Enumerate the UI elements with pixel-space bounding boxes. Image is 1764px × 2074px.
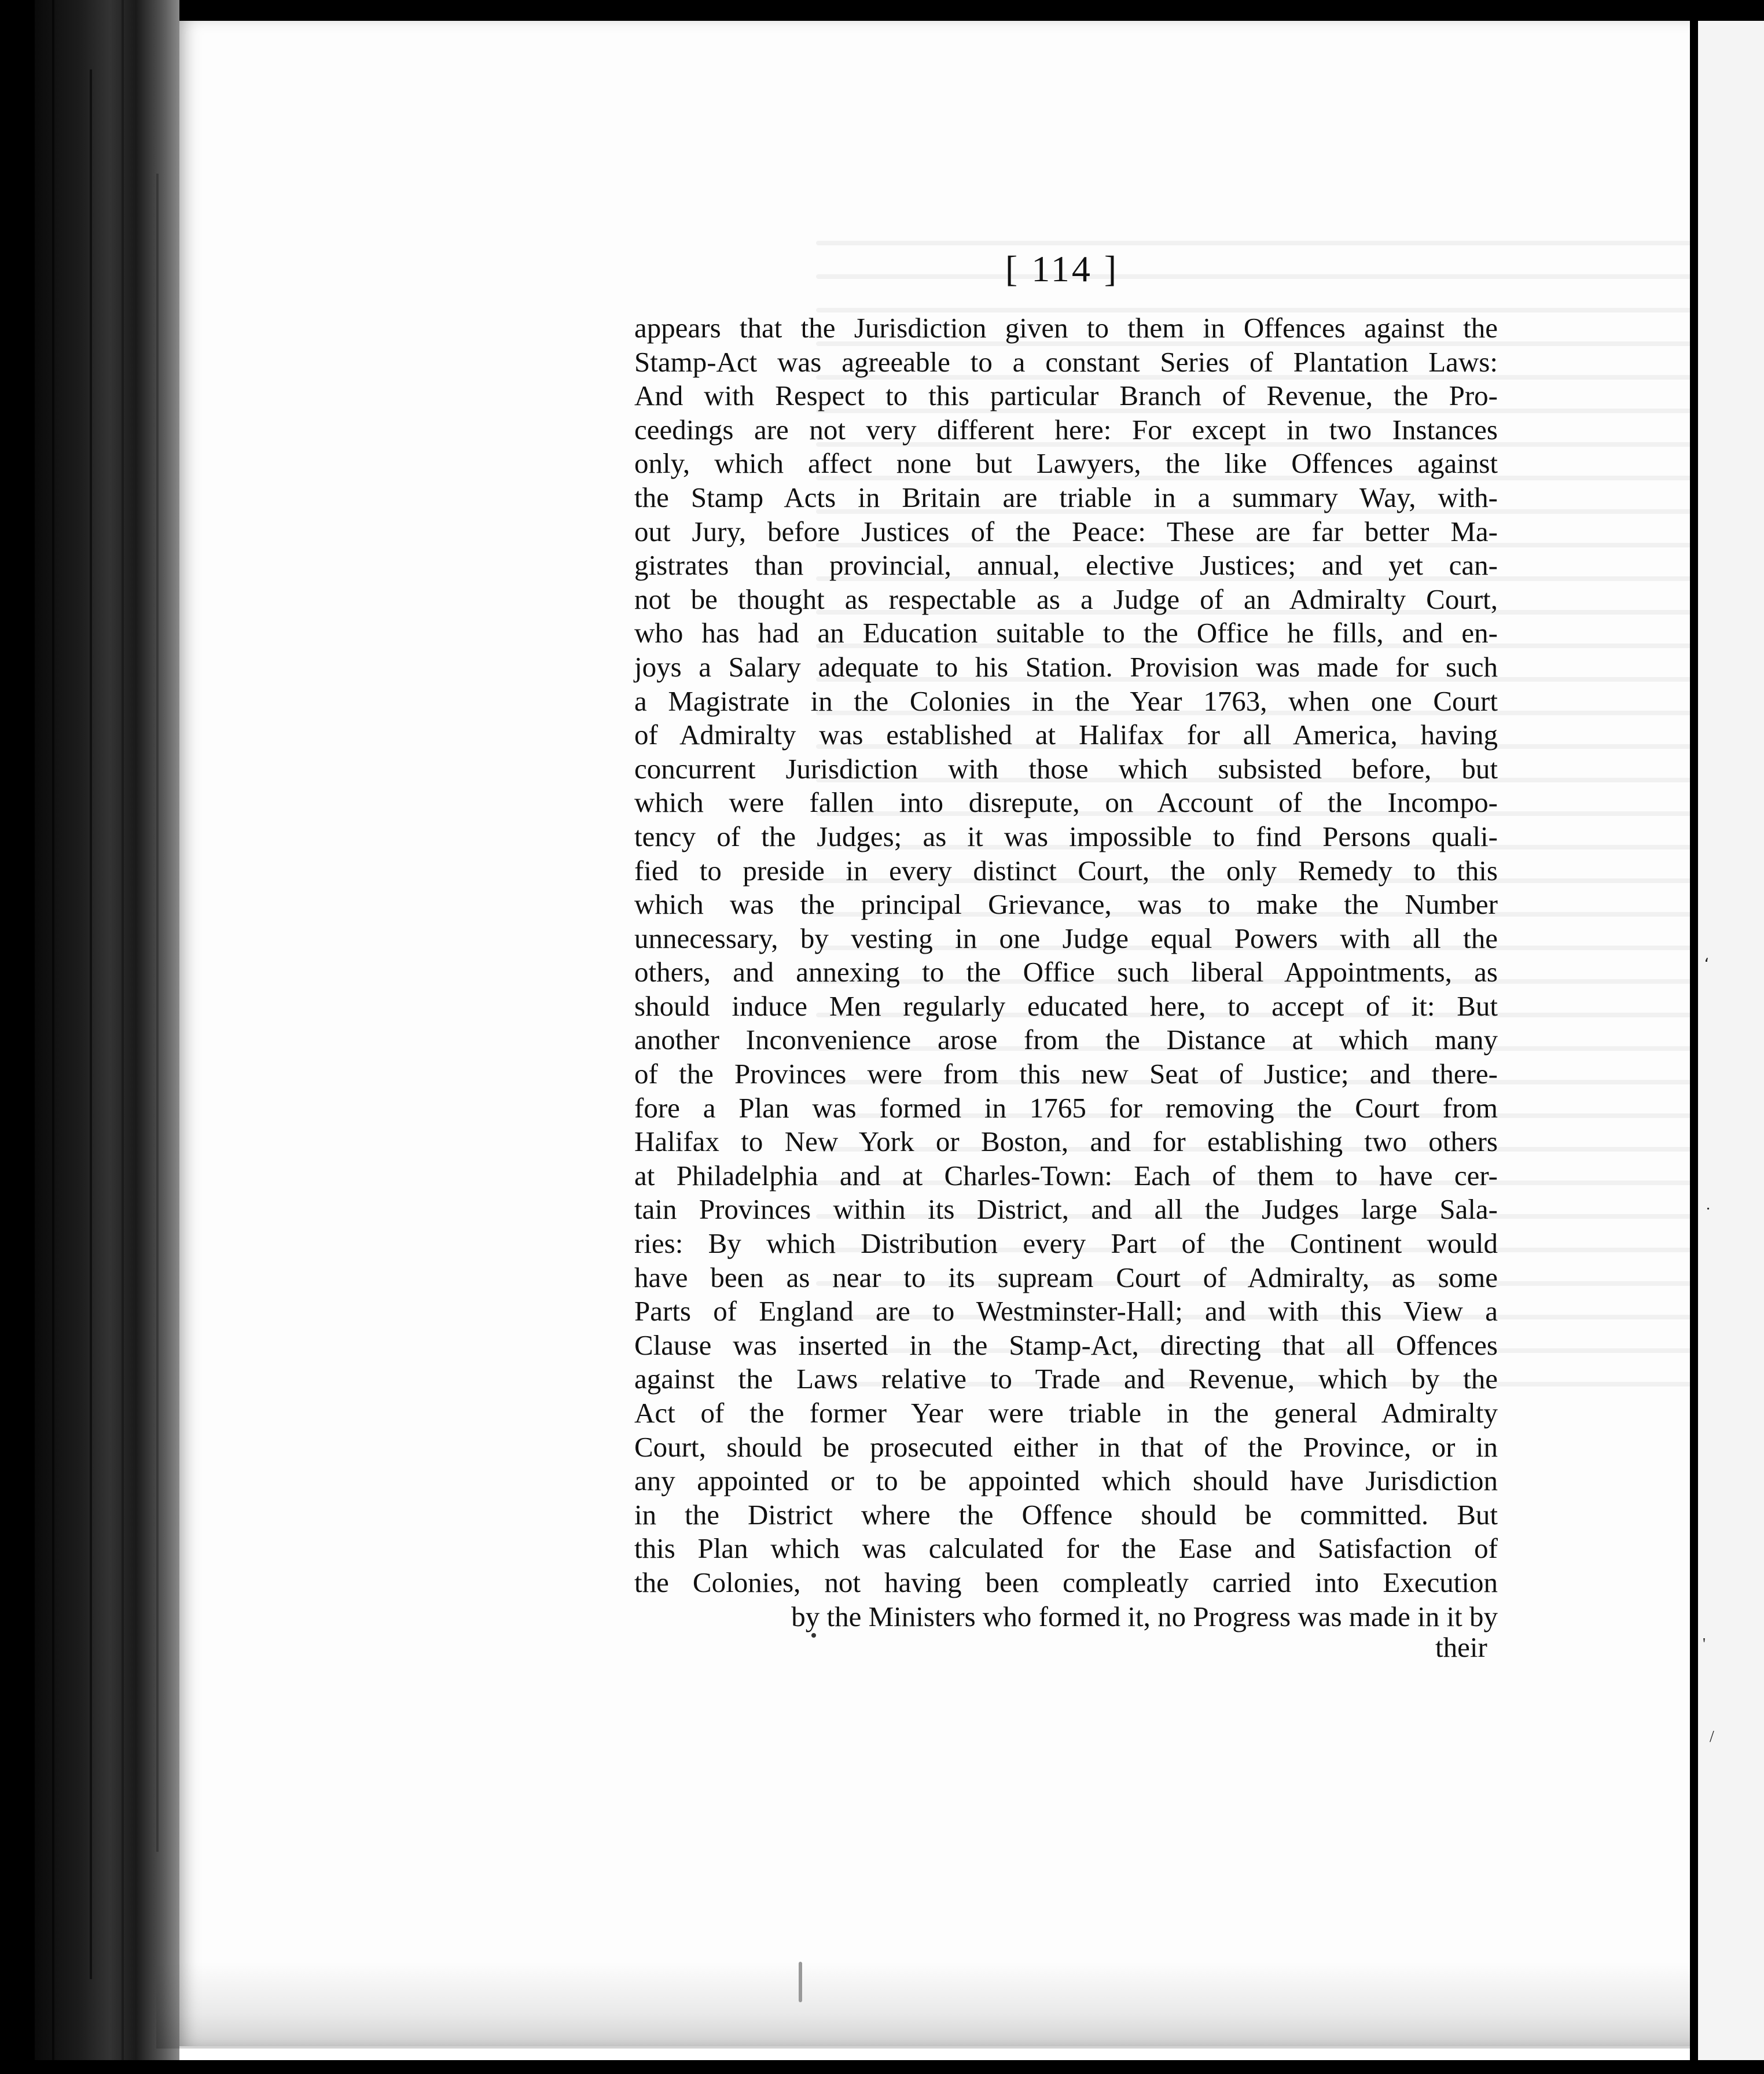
ink-speck bbox=[811, 1633, 816, 1638]
body-text bbox=[634, 311, 1498, 1634]
facing-page-edge: ، . ' / bbox=[1698, 21, 1764, 2060]
text-line: ries: By which Distribution every Part of the Continent would bbox=[634, 1227, 1498, 1260]
text-line: only, which affect none but Lawyers, the like Offences against bbox=[634, 447, 1498, 480]
text-line: others, and annexing to the Office such liberal Appointments, as bbox=[634, 956, 1498, 988]
text-line: ceedings are not very different here: For except in two Instances bbox=[634, 413, 1498, 446]
text-line: of the Provinces were from this new Seat of Justice; and there- bbox=[634, 1058, 1498, 1090]
page-bottom-shadow bbox=[156, 1962, 1696, 2049]
text-line: Act of the former Year were triable in the general Admiralty bbox=[634, 1397, 1498, 1429]
text-line: by the Ministers who formed it, no Progress was made in it by bbox=[791, 1600, 1498, 1632]
text-line: which was the principal Grievance, was to make the Number bbox=[634, 888, 1498, 921]
text-line: out Jury, before Justices of the Peace: These are far better Ma- bbox=[634, 515, 1498, 547]
text-line: any appointed or to be appointed which should have Jurisdiction bbox=[634, 1465, 1498, 1497]
book-spine-shadow bbox=[35, 0, 179, 2074]
text-line: tency of the Judges; as it was impossible to find Persons quali- bbox=[634, 820, 1498, 852]
scan-left-border bbox=[0, 0, 35, 2074]
text-line: should induce Men regularly educated here, to accept of it: But bbox=[634, 990, 1498, 1022]
text-line: a Magistrate in the Colonies in the Year 1763, when one Court bbox=[634, 685, 1498, 717]
text-line: against the Laws relative to Trade and Revenue, which by the bbox=[634, 1363, 1498, 1395]
text-line: have been as near to its supream Court of Admiralty, as some bbox=[634, 1261, 1498, 1293]
text-line: Halifax to New York or Boston, and for establishing two others bbox=[634, 1126, 1498, 1158]
page-number: [ 114 ] bbox=[1005, 248, 1119, 289]
text-line: of Admiralty was established at Halifax for all America, having bbox=[634, 719, 1498, 751]
text-line: at Philadelphia and at Charles-Town: Each of them to have cer- bbox=[634, 1159, 1498, 1192]
text-line: this Plan which was calculated for the Ease and Satisfaction of bbox=[634, 1532, 1498, 1565]
text-line: Court, should be prosecuted either in that of the Province, or in bbox=[634, 1431, 1498, 1463]
text-line: appears that the Jurisdiction given to them in Offences against the bbox=[634, 312, 1498, 344]
text-line: gistrates than provincial, annual, elective Justices; and yet can- bbox=[634, 549, 1498, 582]
catchword: their bbox=[1435, 1631, 1487, 1663]
text-line: joys a Salary adequate to his Station. Provision was made for such bbox=[634, 650, 1498, 683]
text-line: in the District where the Offence should be committed. But bbox=[634, 1498, 1498, 1531]
scan-bottom-border bbox=[0, 2060, 1764, 2074]
text-line: unnecessary, by vesting in one Judge equal Powers with all the bbox=[634, 922, 1498, 954]
text-line: And with Respect to this particular Branch of Revenue, the Pro- bbox=[634, 380, 1498, 412]
text-line: fore a Plan was formed in 1765 for removing the Court from bbox=[634, 1091, 1498, 1124]
text-line: tain Provinces within its District, and all the Judges large Sala- bbox=[634, 1193, 1498, 1226]
text-line: fied to preside in every distinct Court, the only Remedy to this bbox=[634, 854, 1498, 887]
text-line: which were fallen into disrepute, on Account of the Incompo- bbox=[634, 786, 1498, 819]
scan-top-border bbox=[0, 0, 1764, 21]
text-line: not be thought as respectable as a Judge of an Admiralty Court, bbox=[634, 583, 1498, 615]
text-line: Parts of England are to Westminster-Hall; and with this View a bbox=[634, 1295, 1498, 1327]
text-line: the Colonies, not having been compleatly carried into Execution bbox=[634, 1566, 1498, 1598]
facing-page-gutter bbox=[1690, 21, 1698, 2060]
text-line: Clause was inserted in the Stamp-Act, directing that all Offences bbox=[634, 1329, 1498, 1361]
text-line: who has had an Education suitable to the Office he fills, and en- bbox=[634, 617, 1498, 649]
text-line: concurrent Jurisdiction with those which subsisted before, but bbox=[634, 752, 1498, 785]
text-line: the Stamp Acts in Britain are triable in a summary Way, with- bbox=[634, 481, 1498, 513]
text-line: another Inconvenience arose from the Distance at which many bbox=[634, 1024, 1498, 1056]
ink-speck bbox=[799, 1962, 802, 2002]
text-line: Stamp-Act was agreeable to a constant Series of Plantation Laws: bbox=[634, 345, 1498, 378]
